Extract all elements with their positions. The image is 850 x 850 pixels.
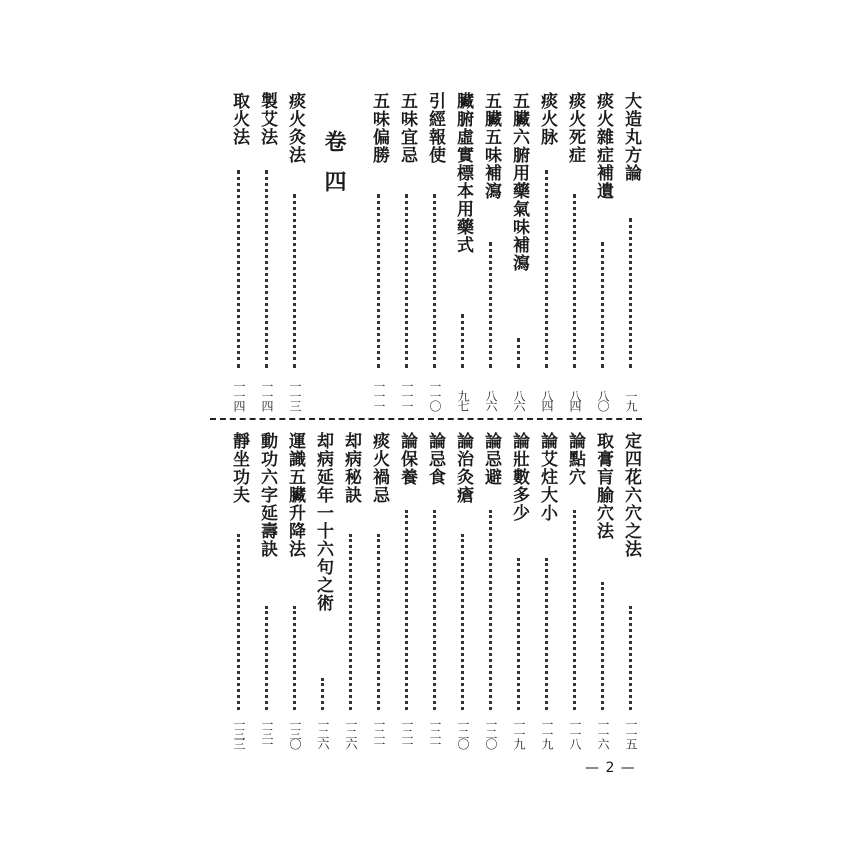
toc-entry-page: 一一四 [232,380,246,410]
dot-leader [433,194,436,368]
toc-entry-title: 論忌食 [425,432,445,486]
toc-entry-page: 一一三 [288,380,302,410]
dot-leader [629,606,632,710]
toc-entry [479,92,503,410]
toc-entry-title: 五臟五味補瀉 [481,92,501,200]
toc-entry-title: 靜坐功夫 [229,432,249,504]
toc-entry-title: 臟腑虛實標本用藥式 [453,92,473,254]
dot-leader [377,534,380,710]
toc-entry-title: 引經報使 [425,92,445,164]
toc-entry [563,92,587,410]
toc-entry-title: 論治灸瘡 [453,432,473,504]
toc-entry [451,432,475,748]
toc-entry-title: 論忌避 [481,432,501,486]
toc-entry [507,92,531,410]
toc-entry-title: 定四花六穴之法 [621,432,641,558]
toc-entry-page: 一二〇 [456,718,470,748]
toc-entry [283,92,307,410]
toc-bottom-section [215,432,645,748]
dot-leader [629,218,632,368]
toc-entry-page: 一一一 [400,380,414,410]
dot-leader [461,534,464,710]
dot-leader [293,606,296,710]
toc-entry [311,432,335,748]
toc-entry-page: 一二〇 [484,718,498,748]
dot-leader [461,314,464,368]
toc-entry-page: 一一五 [624,718,638,748]
toc-entry-title: 論壯數多少 [509,432,529,522]
toc-entry-title: 痰火死症 [565,92,585,164]
toc-entry-page: 一九 [624,390,638,410]
toc-entry-title: 取火法 [229,92,249,146]
dot-leader [489,242,492,368]
toc-entry-page: 八〇 [596,390,610,410]
toc-entry [591,92,615,410]
toc-top-section [215,92,645,410]
toc-entry-page: 一一〇 [428,380,442,410]
toc-entry-title: 却病秘訣 [341,432,361,504]
toc-entry [423,432,447,748]
toc-entry-page: 一二六 [316,718,330,748]
toc-entry-title: 痰火脉 [537,92,557,146]
toc-entry-title: 痰火雜症補遺 [593,92,613,200]
toc-entry-title: 動功六字延壽訣 [257,432,277,558]
toc-entry-page: 一二六 [344,718,358,748]
dot-leader [265,606,268,710]
toc-entry-title: 論點穴 [565,432,585,486]
toc-entry-title: 取膏肓腧穴法 [593,432,613,540]
toc-entry-title: 論保養 [397,432,417,486]
toc-entry [507,432,531,748]
dot-leader [405,194,408,368]
toc-entry-page: 一一九 [512,718,526,748]
toc-entry-page: 八四 [568,390,582,410]
toc-entry-page: 一三〇 [288,718,302,748]
toc-entry-page: 一二一 [372,718,386,748]
dot-leader [545,170,548,368]
page-number: — 2 — [585,760,636,776]
toc-entry-page: 一一四 [260,380,274,410]
toc-entry-title: 痰火灸法 [285,92,305,164]
section-divider [210,418,642,420]
dot-leader [237,170,240,368]
dot-leader [349,534,352,710]
dot-leader [573,510,576,710]
toc-entry [619,92,643,410]
dot-leader [377,194,380,368]
toc-entry-title: 五味宜忌 [397,92,417,164]
toc-entry-page: 一二一 [400,718,414,748]
dot-leader [517,338,520,368]
toc-entry-page: 八六 [484,390,498,410]
toc-entry [563,432,587,748]
toc-entry-page: 一三一 [260,718,274,748]
toc-entry [395,432,419,748]
toc-entry-page: 一一一 [372,380,386,410]
dot-leader [405,510,408,710]
toc-entry [367,432,391,748]
toc-entry-title: 痰火禍忌 [369,432,389,504]
dot-leader [517,558,520,710]
dot-leader [265,170,268,368]
toc-entry [339,432,363,748]
volume-heading: 卷四 [321,130,347,210]
toc-entry [283,432,307,748]
toc-entry [535,432,559,748]
toc-entry [395,92,419,410]
toc-entry [479,432,503,748]
toc-entry-title: 五味偏勝 [369,92,389,164]
toc-entry-page: 一一九 [540,718,554,748]
toc-entry-page: 九七 [456,390,470,410]
dot-leader [573,194,576,368]
toc-entry-title: 却病延年一十六句之術 [313,432,333,612]
dot-leader [293,194,296,368]
toc-entry-title: 運識五臟升降法 [285,432,305,558]
dot-leader [601,582,604,710]
toc-entry-title: 五臟六腑用藥氣味補瀉 [509,92,529,272]
toc-entry-title: 論艾炷大小 [537,432,557,522]
toc-entry-title: 製艾法 [257,92,277,146]
toc-entry-page: 一一八 [568,718,582,748]
toc-entry [423,92,447,410]
toc-entry [227,432,251,748]
dot-leader [489,510,492,710]
toc-entry [227,92,251,410]
toc-entry [535,92,559,410]
dot-leader [237,534,240,710]
toc-entry-page: 一一六 [596,718,610,748]
dot-leader [433,510,436,710]
dot-leader [601,242,604,368]
dot-leader [545,558,548,710]
toc-entry-page: 八六 [512,390,526,410]
toc-entry [451,92,475,410]
toc-entry-page: 一三三 [232,718,246,748]
toc-entry-page: 八四 [540,390,554,410]
toc-entry [619,432,643,748]
toc-entry [367,92,391,410]
toc-entry [255,92,279,410]
toc-entry-page: 一二一 [428,718,442,748]
toc-entry [255,432,279,748]
toc-entry [591,432,615,748]
toc-entry-title: 大造丸方論 [621,92,641,182]
dot-leader [321,678,324,710]
